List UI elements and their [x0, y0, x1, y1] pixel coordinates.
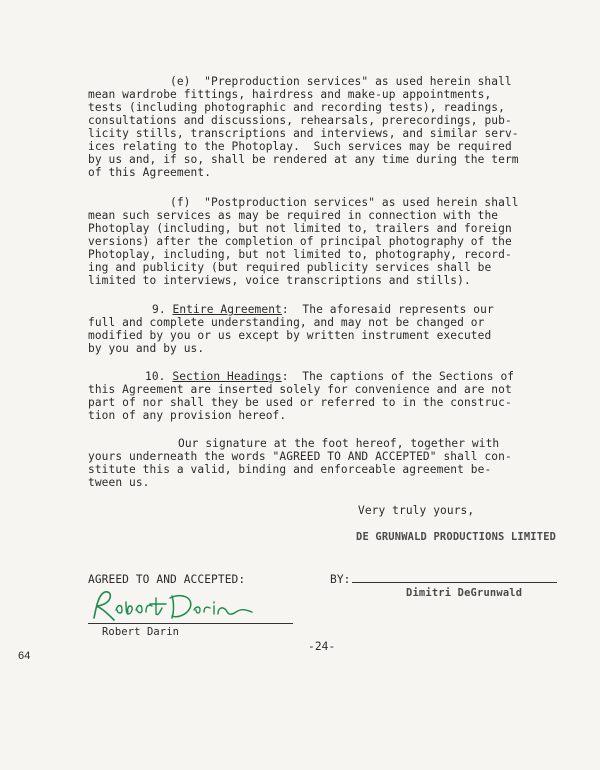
section-10-line: tion of any provision hereof.: [88, 409, 287, 422]
agreed-label: AGREED TO AND ACCEPTED:: [88, 573, 246, 586]
para-f-line: mean such services as may be required in connection with the: [88, 209, 499, 222]
para-f-line: (f) "Postproduction services" as used herein shall: [170, 196, 519, 209]
company-stamp: DE GRUNWALD PRODUCTIONS LIMITED: [356, 531, 557, 543]
section-10-line: part of nor shall they be used or referred to in the construc-: [88, 396, 512, 409]
closing-line: Our signature at the foot hereof, together with: [178, 437, 500, 450]
para-e-line: mean wardrobe fittings, hairdress and make-up appointments,: [88, 88, 492, 101]
para-e-line: ices relating to the Photoplay. Such services may be required: [88, 140, 512, 153]
para-f-line: Photoplay, including, but not limited to, photography, record-: [88, 248, 512, 261]
section-text: : The captions of the Sections of: [281, 370, 515, 383]
section-heading: Entire Agreement: [172, 303, 282, 316]
section-10-heading-line: [145, 370, 514, 383]
section-10-line: this Agreement are inserted solely for convenience and are not: [88, 383, 512, 396]
section-heading: Section Headings: [172, 370, 282, 383]
margin-number: 64: [18, 650, 31, 662]
section-9-line: by you and by us.: [88, 342, 205, 355]
para-e-line: consultations and discussions, rehearsals, prerecordings, pub-: [88, 114, 512, 127]
handwritten-signature: [86, 588, 256, 624]
artist-name: Robert Darin: [102, 626, 180, 638]
closing-line: yours underneath the words "AGREED TO AND ACCEPTED" shall con-: [88, 450, 512, 463]
para-e-line: tests (including photographic and recording tests), readings,: [88, 101, 505, 114]
page-number: -24-: [308, 640, 336, 653]
para-e-line: by us and, if so, shall be rendered at any time during the term: [88, 153, 519, 166]
closing-line: tween us.: [88, 476, 150, 489]
para-e-line: (e) "Preproduction services" as used herein shall: [170, 75, 512, 88]
section-number: 9.: [152, 303, 166, 316]
para-f-line: versions) after the completion of principal photography of the: [88, 235, 512, 248]
para-f-line: ing and publicity (but required publicity services shall be: [88, 261, 492, 274]
by-label: BY:: [330, 573, 351, 586]
section-9-line: modified by you or us except by written instrument executed: [88, 329, 492, 342]
para-e-line: of this Agreement.: [88, 166, 212, 179]
section-9-heading-line: [152, 303, 494, 316]
para-f-line: limited to interviews, voice transcriptions and stills).: [88, 274, 471, 287]
artist-signature-line: [88, 623, 293, 624]
section-text: : The aforesaid represents our: [281, 303, 494, 316]
closing-line: stitute this a valid, binding and enforceable agreement be-: [88, 463, 492, 476]
company-signature-line: [352, 582, 557, 583]
para-f-line: Photoplay (including, but not limited to, trailers and foreign: [88, 222, 512, 235]
section-9-line: full and complete understanding, and may not be changed or: [88, 316, 485, 329]
section-number: 10.: [145, 370, 166, 383]
company-signatory-name: Dimitri DeGrunwald: [406, 587, 523, 599]
para-e-line: licity stills, transcriptions and interviews, and similar serv-: [88, 127, 519, 140]
sign-off: Very truly yours,: [358, 504, 475, 517]
